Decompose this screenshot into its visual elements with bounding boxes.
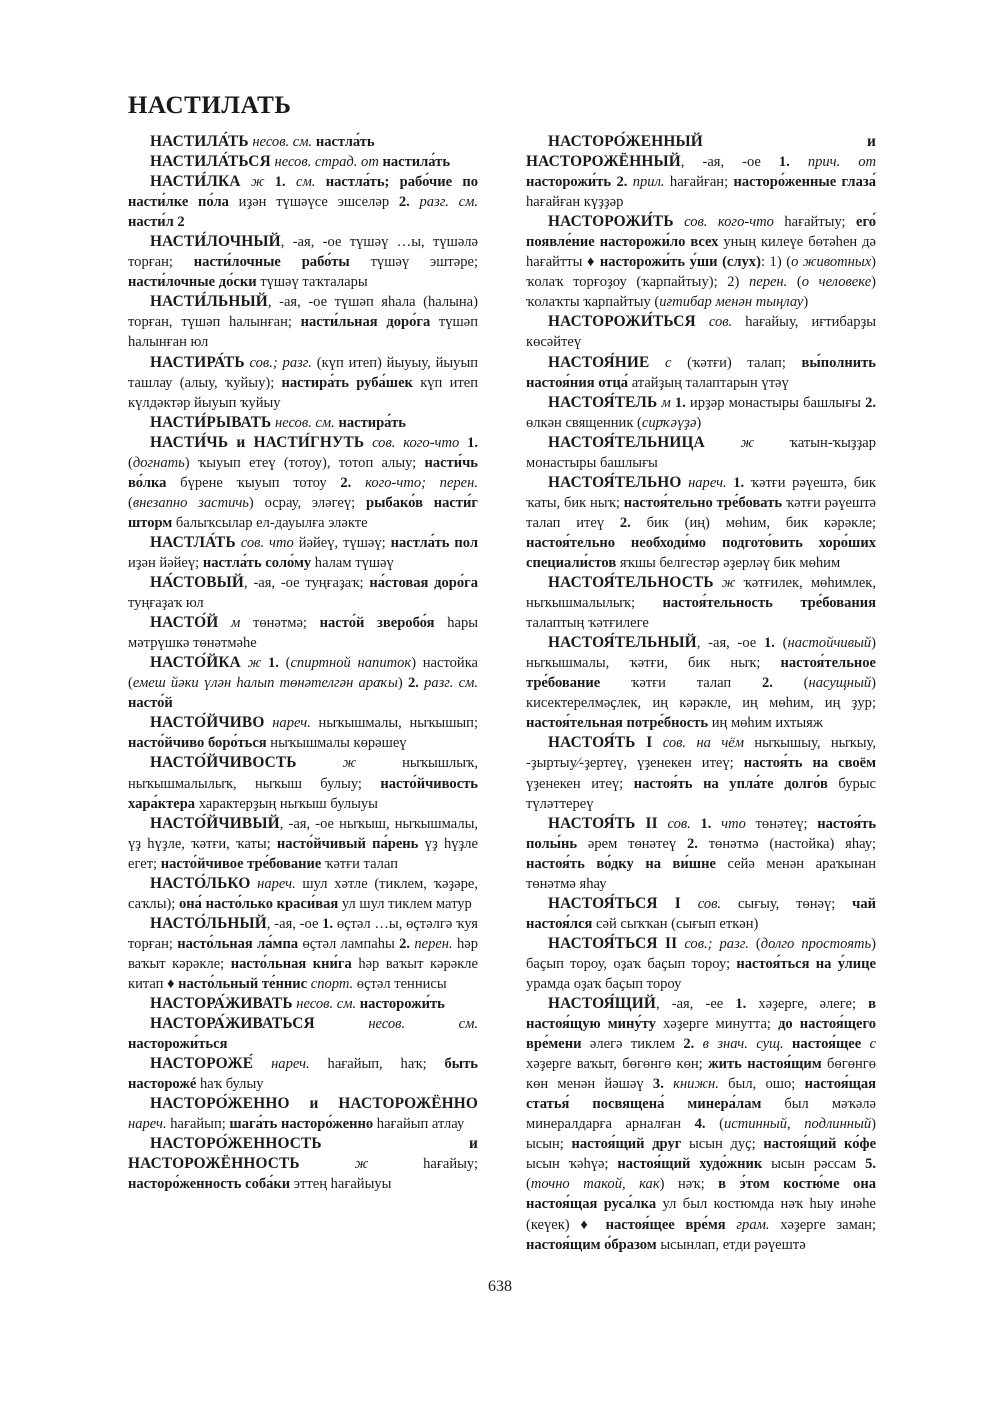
entry-headword: НАСТО́Й (150, 614, 219, 632)
entry-headword: НАСТОЯ́ТЕЛЬ (548, 393, 658, 411)
dictionary-entry: НАСТОЯ́ТЬ I сов. на чём ныҡышыу, ныҡыу, -ҙыртыу⁄-ҙертеү, үҙенекен итеү; настоя́ть на своём үҙенекен итеү; настоя́ть на упла́те долго́в бурыс түләттереү (526, 734, 877, 812)
entry-headword: НАСТИ́ЧЬ и НАСТИ́ГНУТЬ (150, 433, 365, 451)
entry-headword: НАСТОЯ́ТЬСЯ II (548, 934, 678, 952)
entry-headword: НАСТО́ЙКА (150, 654, 241, 672)
page-running-head: НАСТИЛАТЬ (128, 92, 292, 119)
dictionary-entry: НАСТОЯ́ТЕЛЬНИЦА ж ҡатын-ҡыҙҙар монастыры башлығы (526, 433, 876, 471)
entry-headword: НАСТОРО́ЖЕННО и НАСТОРОЖЁННО (150, 1095, 478, 1113)
dictionary-entry: НАСТОЯ́ТЕЛЬ м 1. ирҙәр монастыры башлығы 2. өлкән священник (сирҡәүҙә) (526, 393, 876, 431)
entry-headword: НАСТОЯ́НИЕ (548, 353, 650, 371)
entry-headword: НАСТИРА́ТЬ (150, 353, 245, 371)
dictionary-entry: НАСТО́ЛЬКО нареч. шул хәтле (тиклем, ҡәҙәре, саҡлы); она́ насто́лько краси́вая ул шул тиклем матур (128, 874, 478, 912)
dictionary-entry: НАСТИРА́ТЬ сов.; разг. (күп итеп) йыуыу, йыуып ташлау (алыу, ҡуйыу); настира́ть руба́шек күп итеп күлдәктәр йыуып ҡуйыу (128, 353, 478, 411)
dictionary-entry: НАСТО́ЙЧИВО нареч. ныҡышмалы, ныҡышып; насто́йчиво боро́ться ныҡышмалы көрәшеү (128, 714, 478, 752)
entry-headword: НАСТОЯ́ТЬСЯ I (548, 894, 681, 912)
entry-headword: НАСТОРО́ЖЕННОСТЬ и НАСТОРОЖЁННОСТЬ (128, 1135, 478, 1173)
dictionary-entry: НАСТОЯ́ЩИЙ, -ая, -ее 1. хәҙерге, әлеге; в настоя́щую мину́ту хәҙерге минутта; до настоя́щего вре́мени әлегә тиклем 2. в знач. сущ. настоя́щее с хәҙерге ваҡыт, бөгөнгө көн; жить настоя́щим бөгөнгө көн менән йәшәү 3. книжн. был, ошо; настоя́щая статья́ посвящена́ минера́лам был мәҡәлә минералдарға арналған 4. (истинный, подлинный) ысын; настоя́щий друг ысын дуҫ; настоя́щий ко́фе ысын ҡәһүә; настоя́щий худо́жник ысын рәссам 5. (точно такой, как) нәҡ; в э́том костю́ме она настоя́щая руса́лка ул был костюмда нәҡ һыу инәһе (кеүек) ♦ настоя́щее вре́мя грам. хәҙерге заман; настоя́щим о́бразом ысынлап, етди рәүештә (526, 995, 877, 1253)
dictionary-entry: НАСТИЛА́ТЬСЯ несов. страд. от настила́ть (150, 153, 451, 171)
entry-headword: НАСТОЯ́ТЬ I (548, 734, 653, 752)
dictionary-entry: НАСТОРОЖИ́ТЬСЯ сов. һағайыу, иғтибарҙы көсәйтеү (526, 313, 877, 351)
entry-headword: НАСТОРОЖЕ́ (150, 1055, 254, 1073)
two-column-body (128, 132, 876, 1262)
entry-headword: НАСТОЯ́ТЕЛЬНО (548, 473, 682, 491)
entry-headword: НАСТИ́ЛКА (150, 173, 241, 191)
dictionary-entry: НАСТОЯ́ТЕЛЬНЫЙ, -ая, -ое 1. (настойчивый) ныҡышмалы, ҡәтғи, бик ныҡ; настоя́тельное тре́бование ҡәтғи талап 2. (насущный) кисектерелмәҫлек, иң кәрәкле, иң мөһим, иң ҙур; настоя́тельная потре́бность иң мөһим ихтыяж (526, 634, 876, 732)
dictionary-entry: НАСТОЯ́ТЬСЯ I сов. сығыу, төнәү; чай настоя́лся сәй сыҡҡан (сығып еткән) (526, 894, 876, 932)
entry-headword: НАСТОЯ́ТЬ II (548, 814, 658, 832)
dictionary-entry: НАСТО́ЛЬНЫЙ, -ая, -ое 1. өҫтәл …ы, өҫтәлгә ҡуя торған; насто́льная ла́мпа өҫтәл лампаһы 2. перен. һәр ваҡыт кәрәкле; насто́льная кни́га һәр ваҡыт кәрәкле китап ♦ насто́льный те́ннис спорт. өҫтәл теннисы (128, 914, 478, 992)
entry-headword: НАСТО́ЙЧИВЫЙ (150, 814, 280, 832)
entry-headword: НАСТИЛА́ТЬСЯ (150, 153, 271, 171)
entry-headword: НАСТОРОЖИ́ТЬСЯ (548, 313, 696, 331)
dictionary-entry: НАСТОРА́ЖИВАТЬСЯ несов. см. насторожи́ться (128, 1015, 478, 1053)
dictionary-entry: НАСТЛА́ТЬ сов. что йәйеү, түшәү; настла́ть пол иҙән йәйеү; настла́ть соло́му һалам түшәү (128, 533, 478, 571)
dictionary-entry: НАСТОРО́ЖЕННЫЙ и НАСТОРОЖЁННЫЙ, -ая, -ое 1. прич. от насторожи́ть 2. прил. һағайған; насторо́женные глаза́ һағайған күҙҙәр (526, 133, 876, 211)
dictionary-entry: НАСТОЯ́ТЕЛЬНО нареч. 1. ҡәтғи рәүештә, бик ҡаты, бик ныҡ; настоя́тельно тре́бовать ҡәтғи рәүештә талап итеү 2. бик (иң) мөһим, бик кәрәкле; настоя́тельно необходи́мо подгото́вить хоро́ших специали́стов яҡшы белгестәр әҙерләү бик мөһим (526, 473, 877, 571)
entry-headword: НАСТОЯ́ТЕЛЬНОСТЬ (548, 574, 714, 592)
dictionary-entry: НАСТОЯ́НИЕ с (ҡәтғи) талап; вы́полнить настоя́ния отца́ атайҙың талаптарын үтәү (526, 353, 876, 391)
dictionary-entry: НАСТО́ЙКА ж 1. (спиртной напиток) настойка (емеш йәки үлән һалып төнәтелгән араҡы) 2. разг. см. насто́й (128, 654, 479, 712)
entry-headword: НАСТИ́ЛОЧНЫЙ (150, 233, 281, 251)
dictionary-entry: НАСТО́Й м төнәтмә; насто́й зверобо́я һары мәтрүшкә төнәтмәһе (128, 614, 478, 652)
entry-headword: НАСТО́ЙЧИВО (150, 714, 265, 732)
dictionary-entry: НАСТОРА́ЖИВАТЬ несов. см. насторожи́ть (150, 995, 445, 1013)
left-column (128, 132, 478, 1262)
dictionary-entry: НАСТИ́ЛКА ж 1. см. настла́ть; рабо́чие по насти́лке по́ла иҙән түшәүсе эшселәр 2. разг. см. насти́л 2 (128, 173, 479, 231)
entry-headword: НАСТИЛА́ТЬ (150, 133, 249, 150)
dictionary-entry: НАСТИЛА́ТЬ несов. см. настла́ть (150, 133, 375, 150)
entry-headword: НАСТО́ЛЬКО (150, 874, 251, 892)
entry-headword: НАСТОРА́ЖИВАТЬ (150, 995, 293, 1013)
dictionary-entry: НАСТОЯ́ТЬСЯ II сов.; разг. (долго простоять) баҫып тороу, оҙаҡ баҫып тороу; настоя́ться на у́лице урамда оҙаҡ баҫып тороу (526, 934, 876, 992)
entry-headword: НАСТОЯ́ЩИЙ (548, 995, 657, 1013)
page-number: 638 (488, 1278, 512, 1295)
entry-headword: НАСТИ́ЛЬНЫЙ (150, 293, 268, 311)
entry-headword: НАСТО́ЙЧИВОСТЬ (150, 754, 297, 772)
dictionary-entry: НАСТОРОЖИ́ТЬ сов. кого-что һағайтыу; его́ появле́ние насторожи́ло всех уның килеүе бөтәһен дә һағайтты ♦ насторожи́ть у́ши (слух): 1) (о животных) ҡолаҡ торғоҙоу (ҡарпайтыу); 2) перен. (о человеке) ҡолаҡты ҡарпайтыу (иғтибар менән тыңлау) (526, 213, 877, 311)
entry-headword: НАСТОРА́ЖИВАТЬСЯ (150, 1015, 315, 1033)
dictionary-entry: НАСТИ́РЫВАТЬ несов. см. настира́ть (150, 413, 406, 431)
entry-headword: НАСТИ́РЫВАТЬ (150, 413, 272, 431)
entry-headword: НАСТОРО́ЖЕННЫЙ и НАСТОРОЖЁННЫЙ (526, 133, 876, 171)
dictionary-entry: НАСТО́ЙЧИВЫЙ, -ая, -ое ныҡыш, ныҡышмалы, үҙ һүҙле, ҡәтғи, ҡаты; насто́йчивый па́рень үҙ һүҙле егет; насто́йчивое тре́бование ҡәтғи талап (128, 814, 478, 872)
entry-headword: НАСТОЯ́ТЕЛЬНЫЙ (548, 634, 697, 652)
dictionary-entry: НАСТОЯ́ТЬ II сов. 1. что төнәтеү; настоя́ть полы́нь әрем төнәтеү 2. төнәтмә (настойка) яһау; настоя́ть во́дку на ви́шне сейә менән араҡынан төнәтмә яһау (526, 814, 877, 892)
dictionary-entry: НАСТОРО́ЖЕННО и НАСТОРОЖЁННО нареч. һағайып; шага́ть насторо́женно һағайып атлау (128, 1095, 478, 1133)
entry-headword: НАСТОРОЖИ́ТЬ (548, 213, 674, 231)
entry-headword: НАСТО́ЛЬНЫЙ (150, 914, 267, 932)
entry-headword: НАСТЛА́ТЬ (150, 533, 236, 551)
dictionary-entry: НАСТО́ЙЧИВОСТЬ ж ныҡышлыҡ, ныҡышмалылыҡ, ныҡыш булыу; насто́йчивость хара́ктера характерҙың ныҡыш булыуы (128, 754, 478, 812)
entry-headword: НА́СТОВЫЙ (150, 574, 245, 592)
dictionary-entry: НАСТОЯ́ТЕЛЬНОСТЬ ж ҡәтғилек, мөһимлек, ныҡышмалылыҡ; настоя́тельность тре́бования талаптың ҡәтғилеге (526, 574, 877, 632)
dictionary-entry: НАСТИ́ЛОЧНЫЙ, -ая, -ое түшәү …ы, түшәлә торған; насти́лочные рабо́ты түшәү эштәре; насти́лочные до́ски түшәү таҡталары (128, 233, 478, 291)
dictionary-entry: НАСТИ́ЛЬНЫЙ, -ая, -ое түшәп яһала (һалына) торған, түшәп һалынған; насти́льная доро́га түшәп һалынған юл (128, 293, 479, 351)
dictionary-entry: НАСТОРО́ЖЕННОСТЬ и НАСТОРОЖЁННОСТЬ ж һағайыу; насторо́женность соба́ки эттең һағайыуы (128, 1135, 478, 1193)
dictionary-entry: НАСТОРОЖЕ́ нареч. һағайып, һаҡ; быть насторожé һаҡ булыу (128, 1055, 479, 1093)
entry-headword: НАСТОЯ́ТЕЛЬНИЦА (548, 433, 705, 451)
dictionary-entry: НАСТИ́ЧЬ и НАСТИ́ГНУТЬ сов. кого-что 1. (догнать) ҡыуып етеү (тотоу), тотоп алыу; насти́чь во́лка бүрене ҡыуып тотоу 2. кого-что; перен. (внезапно застичь) осрау, эләгеү; рыбако́в насти́г шторм балыҡсылар ел-дауылға эләкте (128, 433, 479, 531)
right-column (526, 132, 876, 1262)
dictionary-entry: НА́СТОВЫЙ, -ая, -ое туңғаҙаҡ; на́стовая доро́га туңғаҙаҡ юл (128, 574, 478, 612)
